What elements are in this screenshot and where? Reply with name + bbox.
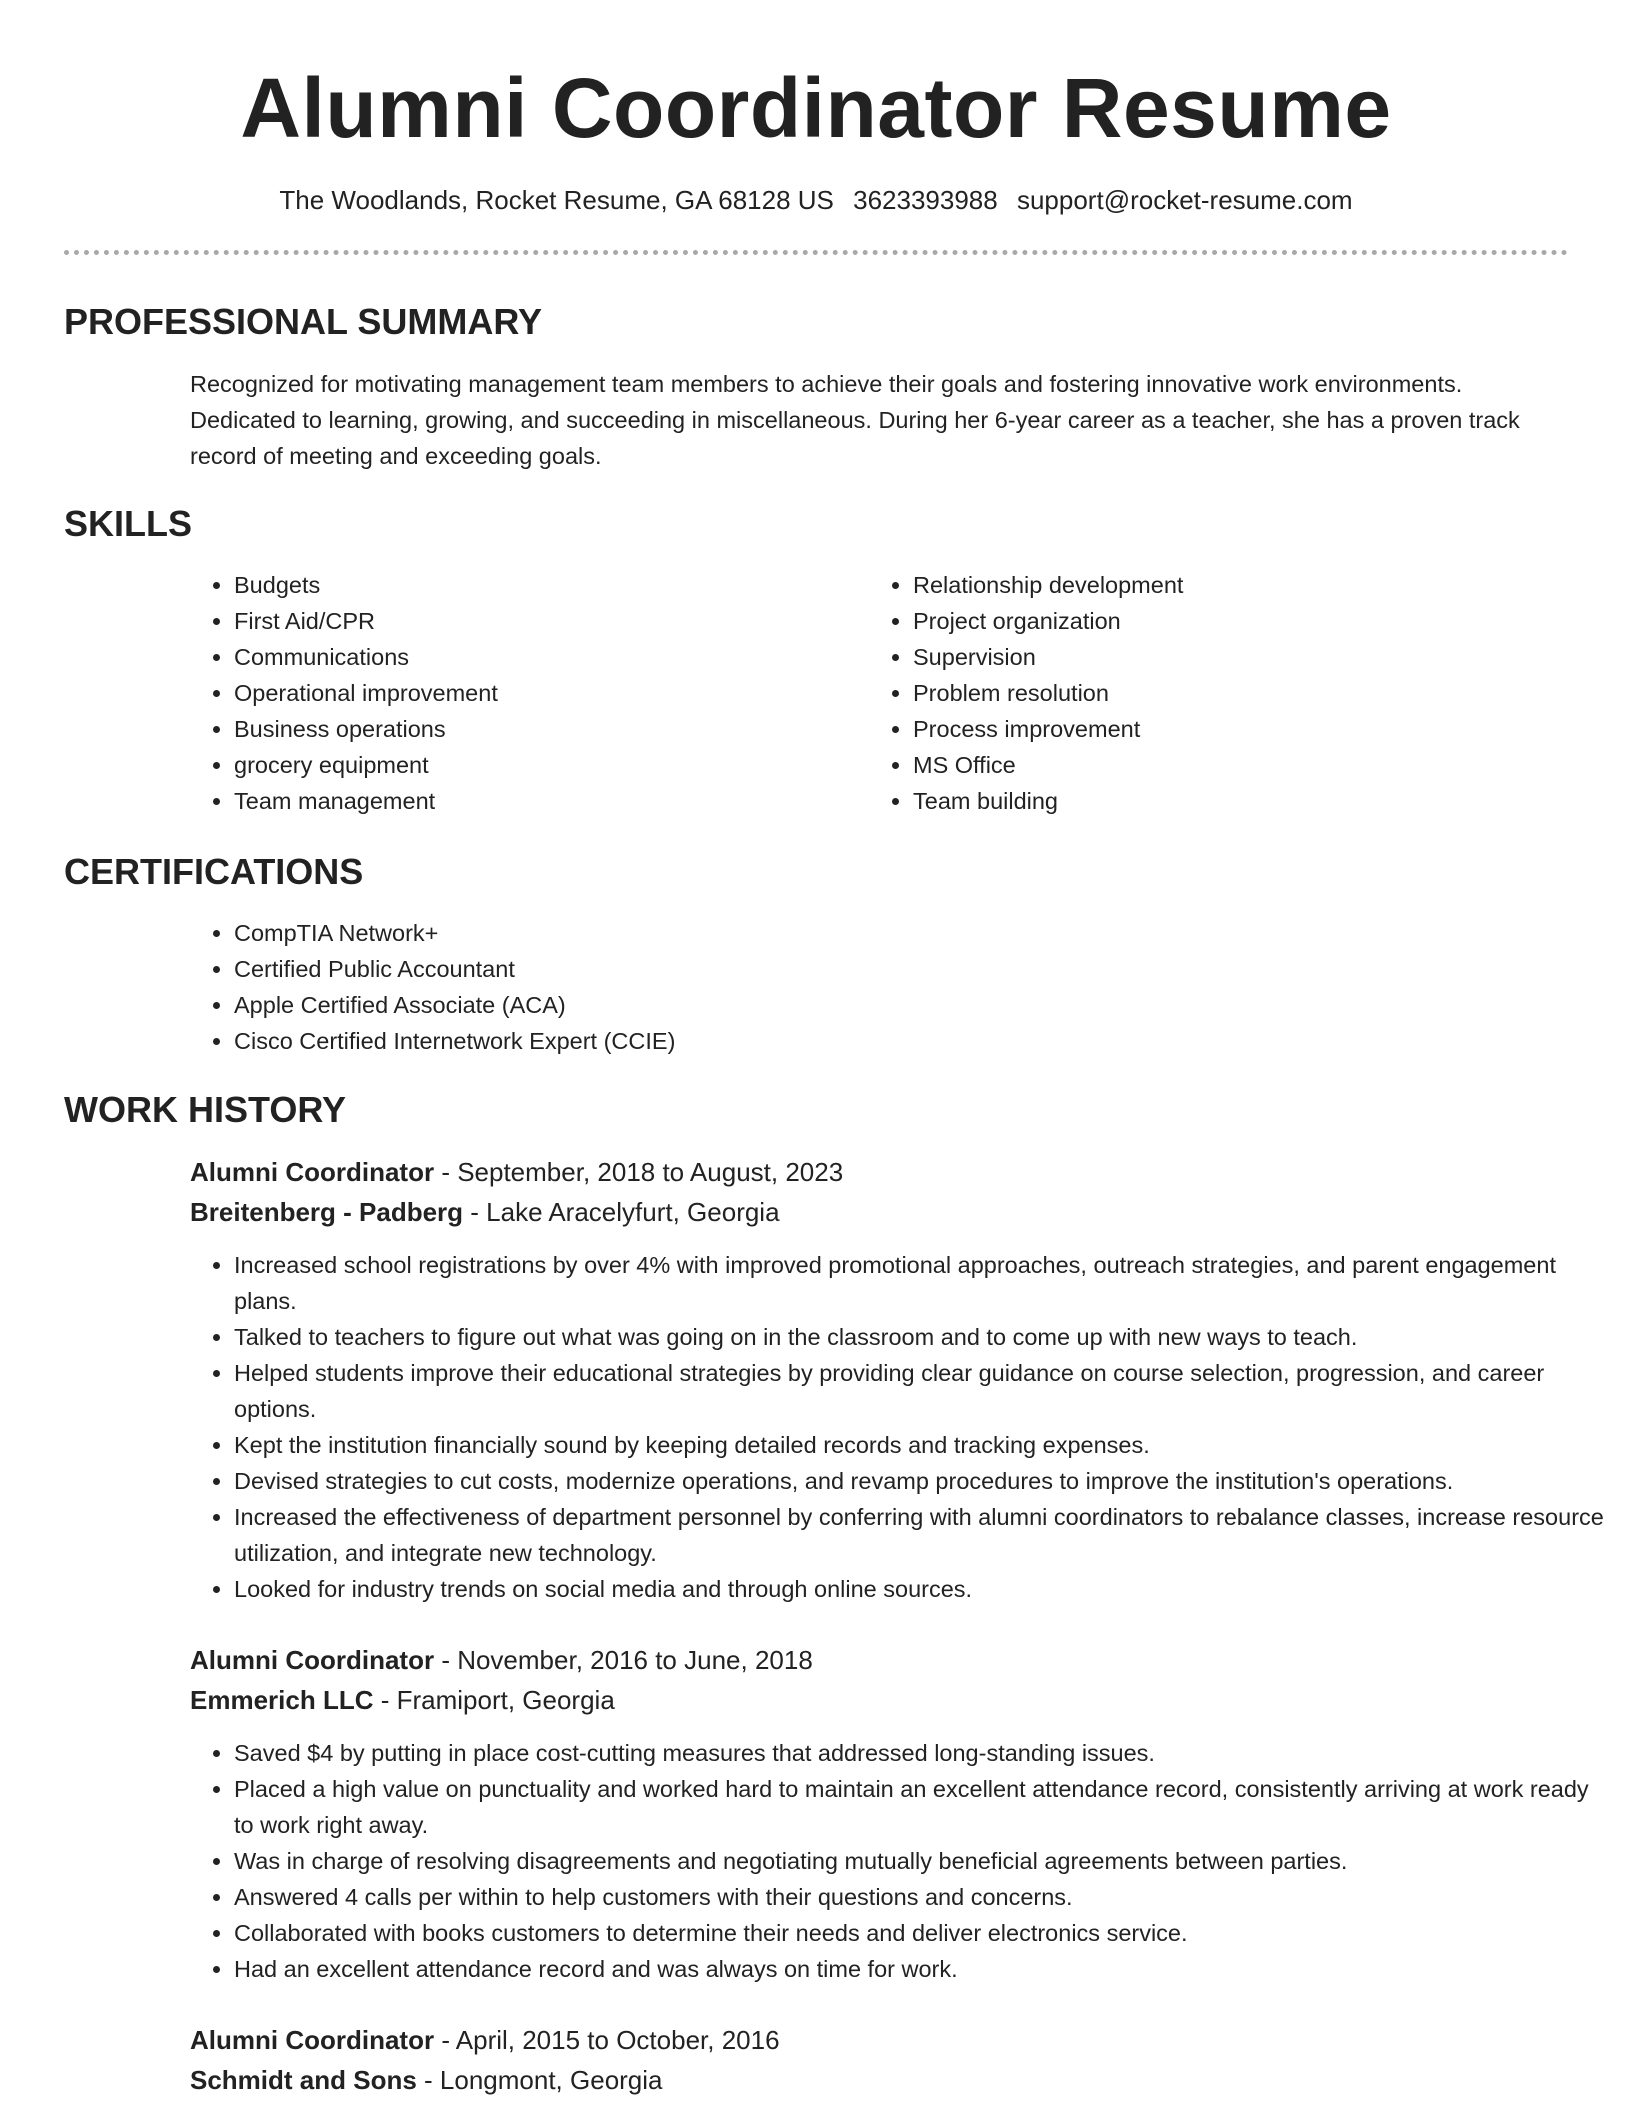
list-item: • Collaborated with books customers to determine their needs and deliver electronics service.	[234, 1915, 1604, 1951]
resume-title: Alumni Coordinator Resume	[240, 61, 1392, 155]
list-item: • Increased the effectiveness of department personnel by conferring with alumni coordinators to rebalance classes, increase resource utilization, and integrate new technology.	[234, 1499, 1604, 1571]
list-item: • CompTIA Network+	[234, 915, 1604, 951]
list-item: • Business operations	[234, 711, 874, 747]
job-company: Emmerich LLC	[190, 1685, 374, 1715]
skills-list-left	[190, 567, 874, 819]
job-company-line	[190, 1680, 615, 1720]
list-item: • Budgets	[234, 567, 874, 603]
list-item: • Project organization	[913, 603, 1553, 639]
job-company-line	[190, 2060, 663, 2100]
header-divider	[64, 250, 1568, 255]
job-role: Alumni Coordinator	[190, 2025, 435, 2055]
job-company: Breitenberg - Padberg	[190, 1197, 464, 1227]
summary-text: Recognized for motivating management team members to achieve their goals and fostering innovative work environments. Dedicated to learning, growing, and succeeding in miscellaneous. During her 6-year career as a teacher, she has a proven track record of meeting and exceeding goals.	[190, 371, 1520, 469]
section-title-certifications: CERTIFICATIONS	[64, 851, 364, 892]
list-item: • Process improvement	[913, 711, 1553, 747]
job-dates: - April, 2015 to October, 2016	[434, 2025, 780, 2055]
job-role: Alumni Coordinator	[190, 1645, 435, 1675]
job-role: Alumni Coordinator	[190, 1157, 435, 1187]
certifications-list	[190, 915, 1604, 1059]
list-item: • grocery equipment	[234, 747, 874, 783]
list-item: • Operational improvement	[234, 675, 874, 711]
list-item: • Certified Public Accountant	[234, 951, 1604, 987]
list-item: • Looked for industry trends on social media and through online sources.	[234, 1571, 1604, 1607]
job-role-line	[190, 1152, 843, 1192]
list-item: • Increased school registrations by over 4% with improved promotional approaches, outreach strategies, and parent engagement plans.	[234, 1247, 1604, 1319]
list-item: • Had an excellent attendance record and was always on time for work.	[234, 1951, 1604, 1987]
skills-list-right	[869, 567, 1553, 819]
list-item: • Placed a high value on punctuality and worked hard to maintain an excellent attendance record, consistently arriving at work ready to work right away.	[234, 1771, 1604, 1843]
job-bullets	[190, 1247, 1604, 1607]
job-company-line	[190, 1192, 780, 1232]
job-location: - Lake Aracelyfurt, Georgia	[463, 1197, 780, 1227]
list-item: • Team management	[234, 783, 874, 819]
list-item: • Was in charge of resolving disagreements and negotiating mutually beneficial agreements between parties.	[234, 1843, 1604, 1879]
list-item: • Answered 4 calls per within to help customers with their questions and concerns.	[234, 1879, 1604, 1915]
job-role-line	[190, 1640, 813, 1680]
list-item: • Communications	[234, 639, 874, 675]
list-item: • Team building	[913, 783, 1553, 819]
list-item: • Relationship development	[913, 567, 1553, 603]
list-item: • Problem resolution	[913, 675, 1553, 711]
list-item: • Helped students improve their educational strategies by providing clear guidance on course selection, progression, and career options.	[234, 1355, 1604, 1427]
section-title-skills: SKILLS	[64, 503, 193, 544]
list-item: • First Aid/CPR	[234, 603, 874, 639]
list-item: • Saved $4 by putting in place cost-cutting measures that addressed long-standing issues.	[234, 1735, 1604, 1771]
list-item: • Kept the institution financially sound by keeping detailed records and tracking expenses.	[234, 1427, 1604, 1463]
section-title-work-history: WORK HISTORY	[64, 1089, 347, 1130]
job-dates: - November, 2016 to June, 2018	[434, 1645, 813, 1675]
contact-phone: 3623393988	[853, 185, 998, 215]
section-title-summary: PROFESSIONAL SUMMARY	[64, 301, 543, 342]
list-item: • Devised strategies to cut costs, modernize operations, and revamp procedures to improve the institution's operations.	[234, 1463, 1604, 1499]
job-location: - Longmont, Georgia	[416, 2065, 663, 2095]
job-company: Schmidt and Sons	[190, 2065, 417, 2095]
list-item: • MS Office	[913, 747, 1553, 783]
contact-line	[0, 182, 1632, 218]
job-location: - Framiport, Georgia	[373, 1685, 615, 1715]
job-role-line	[190, 2020, 780, 2060]
contact-email: support@rocket-resume.com	[1016, 185, 1353, 215]
list-item: • Talked to teachers to figure out what was going on in the classroom and to come up with new ways to teach.	[234, 1319, 1604, 1355]
list-item: • Apple Certified Associate (ACA)	[234, 987, 1604, 1023]
job-bullets	[190, 1735, 1604, 1987]
list-item: • Cisco Certified Internetwork Expert (CCIE)	[234, 1023, 1604, 1059]
job-dates: - September, 2018 to August, 2023	[434, 1157, 844, 1187]
contact-address: The Woodlands, Rocket Resume, GA 68128 US	[279, 185, 834, 215]
list-item: • Supervision	[913, 639, 1553, 675]
